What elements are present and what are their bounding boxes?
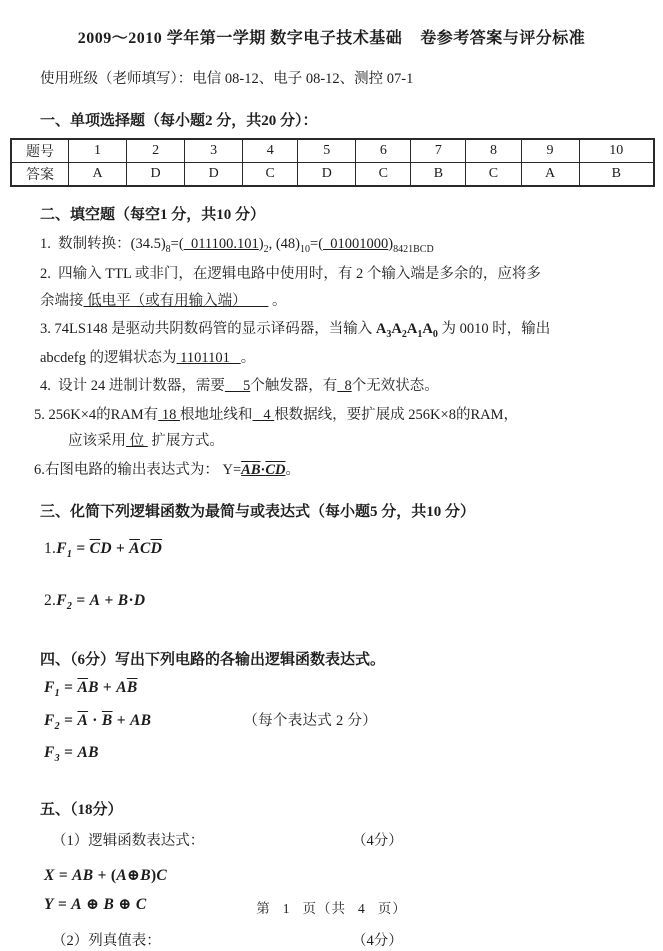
row-label-number: 题号	[11, 139, 69, 163]
text-segment: $\overline{D}$	[151, 540, 163, 557]
text-segment: =	[60, 744, 77, 761]
answer-cell: B	[411, 163, 466, 187]
answer-cell: 5	[298, 139, 356, 163]
class-info-line: 使用班级（老师填写）：电信 08-12、电子 08-12、测控 07-1	[40, 70, 653, 90]
footer-suffix: 页）	[378, 901, 407, 916]
section4-heading: 四、（6分）写出下列电路的各输出逻辑函数表达式。	[40, 650, 653, 670]
fill-item-2-line2	[40, 292, 653, 312]
text-segment: AB	[77, 744, 98, 761]
fill-item-5-line1	[34, 406, 653, 426]
answer-cell: A	[521, 163, 579, 187]
text-segment: 。	[241, 350, 256, 366]
text-segment: 位	[126, 433, 148, 449]
section3-heading: 三、化简下列逻辑函数为最简与或表达式（每小题5 分，共10 分）	[40, 502, 653, 522]
text-segment: 8421BCD	[393, 244, 434, 255]
text-segment: ⊕	[114, 896, 136, 913]
text-segment: , (48)	[269, 236, 300, 252]
table-row-numbers	[11, 139, 654, 163]
text-segment: X	[44, 867, 55, 884]
simplify-formula-2	[44, 591, 653, 614]
circuit-output-f2	[44, 711, 151, 734]
answer-cell: 10	[579, 139, 654, 163]
text-segment: 5. 256K×4的RAM有	[34, 407, 158, 423]
per-expression-score-note: （每个表达式 2 分）	[243, 712, 377, 732]
text-segment: 6.右图电路的输出表达式为： Y=	[34, 462, 241, 478]
answer-cell: 4	[243, 139, 298, 163]
text-segment: 根地址线和	[180, 407, 253, 423]
text-segment: AB	[241, 462, 260, 478]
text-segment: B	[88, 679, 99, 696]
text-segment: $\overline{C}$	[90, 540, 101, 557]
text-segment: B	[140, 867, 151, 884]
text-segment: 为 0010 时，输出	[438, 321, 550, 337]
text-segment: Y	[44, 896, 54, 913]
text-segment: $\overline{B}$	[102, 712, 113, 729]
text-segment: AB	[72, 867, 93, 884]
footer-prefix: 第	[256, 901, 271, 916]
text-segment: CD	[265, 462, 285, 478]
text-segment: 扩展方式。	[148, 433, 224, 449]
text-segment: 8	[166, 244, 171, 255]
text-segment: $\overline{A}$	[77, 712, 88, 729]
part2-row	[52, 932, 653, 951]
text-segment: 1	[55, 688, 60, 699]
text-segment: 2. 四输入 TTL 或非门，在逻辑电路中使用时，有 2 个输入端是多余的，应将多	[40, 266, 541, 282]
text-segment: B	[118, 592, 129, 609]
fill-item-3-line1	[40, 320, 653, 341]
answer-cell: C	[466, 163, 521, 187]
answer-cell: 1	[69, 139, 127, 163]
text-segment: =	[54, 896, 71, 913]
text-segment: 10	[300, 244, 310, 255]
text-segment: +	[112, 540, 129, 557]
part2-label: （2）列真值表：	[52, 932, 352, 951]
text-segment: +	[113, 712, 130, 729]
text-segment: D	[134, 592, 146, 609]
answer-cell: 3	[185, 139, 243, 163]
part1-label: （1）逻辑函数表达式：	[52, 832, 352, 852]
text-segment: 根数据线，要扩展成 256K×8的RAM，	[274, 407, 518, 423]
fill-item-3-line2	[40, 349, 653, 369]
text-segment: A	[422, 321, 432, 337]
text-segment: F	[44, 679, 55, 696]
text-segment: )	[259, 236, 264, 252]
fill-item-1	[40, 235, 653, 256]
answer-cell: D	[127, 163, 185, 187]
answer-cell: A	[69, 163, 127, 187]
text-segment: 8	[337, 378, 352, 394]
text-segment: )	[388, 236, 393, 252]
text-segment: F	[56, 592, 67, 609]
text-segment: C	[136, 896, 147, 913]
fill-item-4	[40, 377, 653, 397]
text-segment: ·	[261, 462, 266, 478]
text-segment: ·	[88, 712, 102, 729]
text-segment: 01001000	[323, 236, 388, 252]
answers-table	[10, 138, 655, 187]
text-segment: =	[60, 712, 77, 729]
text-segment: 3	[55, 753, 60, 764]
text-segment: =	[60, 679, 77, 696]
text-segment: =	[72, 540, 89, 557]
text-segment: 个无效状态。	[352, 378, 439, 394]
text-segment: 18	[158, 407, 180, 423]
section2-heading: 二、填空题（每空1 分，共10 分）	[40, 205, 653, 225]
text-segment: +	[99, 679, 116, 696]
text-segment: A	[71, 896, 82, 913]
circuit-output-f2-row	[44, 711, 653, 734]
footer-page-indicator	[0, 897, 663, 917]
text-segment: F	[44, 712, 55, 729]
text-segment: 4	[252, 407, 274, 423]
text-segment: 5	[225, 378, 250, 394]
text-segment: AB	[130, 712, 151, 729]
text-segment: 。	[268, 293, 286, 309]
text-segment: B	[104, 896, 115, 913]
page-title: 2009～2010 学年第一学期 数字电子技术基础 卷参考答案与评分标准	[10, 28, 653, 50]
text-segment: 2	[67, 601, 72, 612]
text-segment: abcdefg 的逻辑状态为	[40, 350, 177, 366]
text-segment: 个触发器，有	[250, 378, 337, 394]
text-segment: 2	[402, 329, 407, 340]
part1-row	[52, 832, 653, 852]
answer-cell: 6	[356, 139, 411, 163]
text-segment: 应该采用	[68, 433, 126, 449]
row-label-answer: 答案	[11, 163, 69, 187]
text-segment: A	[391, 321, 401, 337]
part1-score: （4分）	[352, 832, 403, 852]
answer-cell: C	[356, 163, 411, 187]
text-segment: D	[100, 540, 112, 557]
text-segment: 余端接	[40, 293, 84, 309]
answer-cell: B	[579, 163, 654, 187]
x-output-formula	[44, 866, 653, 887]
text-segment: )	[151, 867, 156, 884]
answer-cell: 9	[521, 139, 579, 163]
fill-item-5-line2	[68, 432, 653, 452]
table-row-answers	[11, 163, 654, 187]
text-segment: 3. 74LS148 是驱动共阴数码管的显示译码器，当输入	[40, 321, 376, 337]
text-segment: A	[116, 867, 127, 884]
answer-cell: D	[298, 163, 356, 187]
text-segment: 低电平（或有用输入端）	[84, 293, 269, 309]
text-segment: ·	[128, 592, 133, 609]
answer-cell: 8	[466, 139, 521, 163]
text-segment: +	[100, 592, 117, 609]
text-segment: A	[90, 592, 101, 609]
fill-item-2-line1	[40, 265, 653, 285]
circuit-output-f1	[44, 678, 653, 701]
text-segment: 1	[67, 549, 72, 560]
text-segment: 1	[417, 329, 422, 340]
text-segment: 4. 设计 24 进制计数器，需要	[40, 378, 225, 394]
text-segment: 1. 数制转换：(34.5)	[40, 236, 166, 252]
answer-cell: D	[185, 163, 243, 187]
text-segment: =	[55, 867, 72, 884]
text-segment: $\overline{A}$	[129, 540, 140, 557]
fill-item-6	[34, 461, 653, 481]
text-segment: C	[140, 540, 151, 557]
text-segment: 1.	[44, 540, 56, 557]
part2-score: （4分）	[352, 932, 403, 951]
text-segment: F	[56, 540, 67, 557]
text-segment: =(	[310, 236, 323, 252]
text-segment: =(	[171, 236, 184, 252]
text-segment: ⊕	[127, 867, 140, 884]
text-segment: 3	[386, 329, 391, 340]
text-segment: A	[116, 679, 127, 696]
text-segment: 2	[55, 721, 60, 732]
text-segment: A	[407, 321, 417, 337]
footer-mid: 页（共	[303, 901, 347, 916]
answer-cell: C	[243, 163, 298, 187]
text-segment: 。	[286, 462, 301, 478]
simplify-formula-1	[44, 539, 653, 562]
text-segment: C	[156, 867, 167, 884]
answer-cell: 7	[411, 139, 466, 163]
circuit-output-f3	[44, 743, 653, 766]
text-segment: + (	[93, 867, 116, 884]
text-segment: F	[44, 744, 55, 761]
text-segment: 2	[264, 244, 269, 255]
section1-heading: 一、单项选择题（每小题2 分，共20 分）：	[40, 111, 653, 131]
text-segment: $\overline{B}$	[127, 679, 138, 696]
text-segment: =	[72, 592, 89, 609]
text-segment: $\overline{A}$	[77, 679, 88, 696]
text-segment: 2.	[44, 592, 56, 609]
text-segment: ⊕	[82, 896, 104, 913]
text-segment: 011100.101	[184, 236, 259, 252]
section5-heading: 五、（18分）	[40, 800, 653, 820]
text-segment: A	[376, 321, 386, 337]
text-segment: 1101101	[177, 350, 241, 366]
answer-cell: 2	[127, 139, 185, 163]
footer-total-pages: 4	[358, 901, 366, 916]
footer-current-page: 1	[283, 901, 291, 916]
text-segment: 0	[433, 329, 438, 340]
